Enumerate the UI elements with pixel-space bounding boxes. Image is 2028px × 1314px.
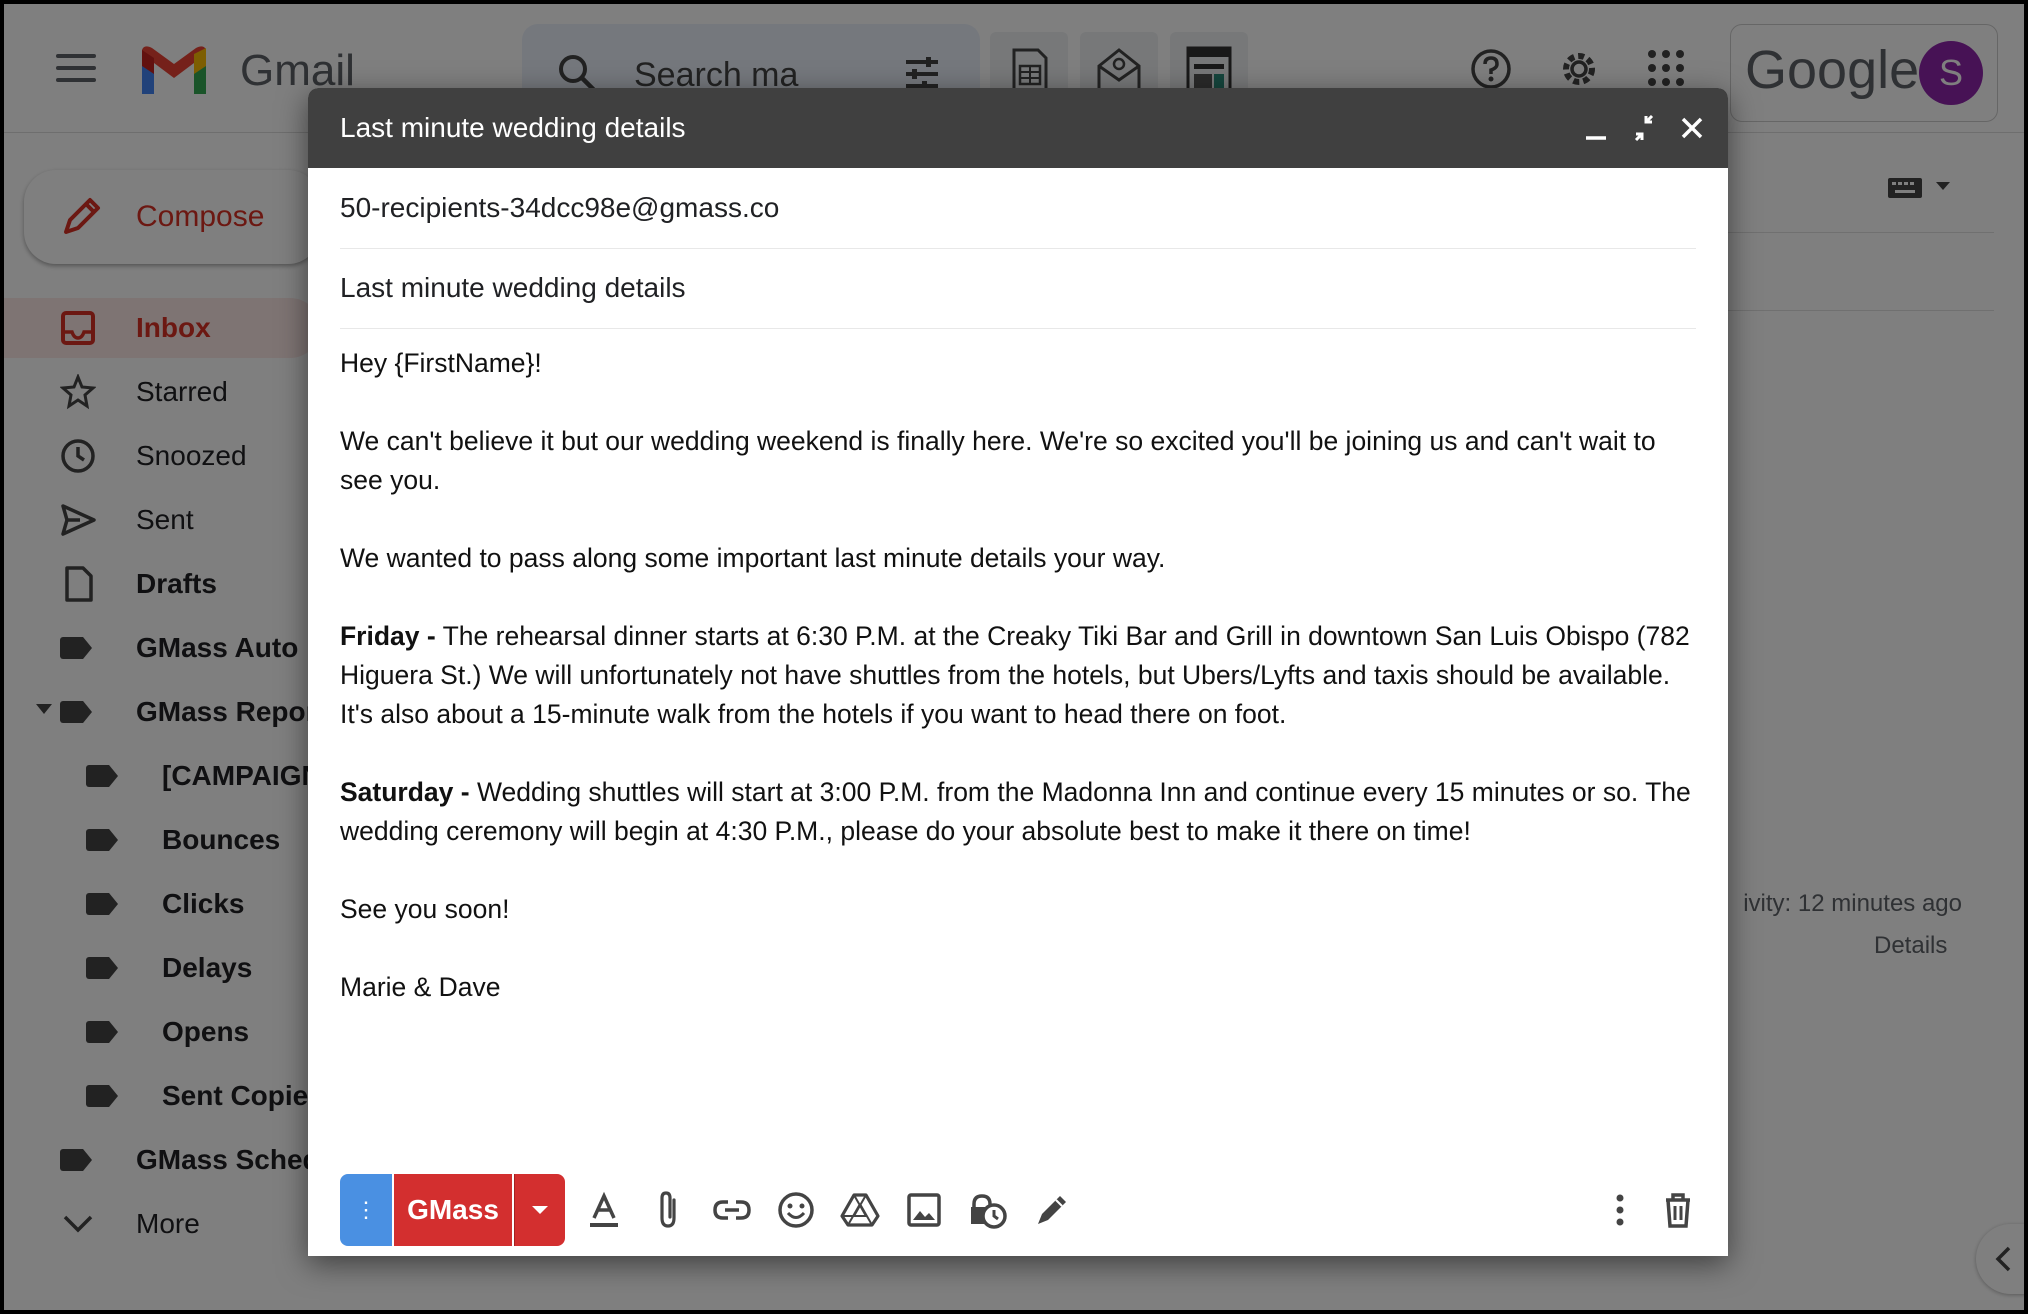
signature-pen-icon[interactable] (1032, 1190, 1072, 1230)
close-icon[interactable] (1674, 110, 1710, 146)
to-field[interactable] (340, 168, 1696, 249)
body-paragraph: We wanted to pass along some important last minute details your way. (340, 543, 1166, 573)
signature-text: Marie & Dave (340, 972, 501, 1002)
friday-text: The rehearsal dinner starts at 6:30 P.M. at the Creaky Tiki Bar and Grill in downtown San Luis Obispo (782 Higuera St.) We will unfortunately not have shuttles from the hotels, but Ubers/Lyfts and taxis should be available. It's also about a 15-minute walk from the hotels if you want to head there on foot. (340, 621, 1690, 729)
discard-draft-trash-icon[interactable] (1658, 1190, 1698, 1230)
compose-toolbar (308, 1156, 1728, 1256)
emoji-icon[interactable] (776, 1190, 816, 1230)
insert-link-icon[interactable] (712, 1190, 752, 1230)
friday-paragraph (340, 617, 1700, 734)
closing-text: See you soon! (340, 894, 510, 924)
saturday-text: Wedding shuttles will start at 3:00 P.M. from the Madonna Inn and continue every 15 minutes or so. The wedding ceremony will begin at 4:30 P.M., please do your absolute best to make it there on time! (340, 777, 1691, 846)
body-paragraph: We can't believe it but our wedding weekend is finally here. We're so excited you'll be joining us and can't wait to see you. (340, 426, 1656, 495)
more-options-icon[interactable] (1600, 1190, 1640, 1230)
greeting-text: Hey {FirstName}! (340, 348, 542, 378)
friday-label: Friday - (340, 621, 436, 651)
compose-window (308, 88, 1728, 1256)
gmass-send-button[interactable]: GMass (394, 1174, 512, 1246)
compose-header[interactable] (308, 88, 1728, 168)
gmass-options-dropdown[interactable] (514, 1174, 565, 1246)
confidential-mode-icon[interactable] (968, 1190, 1008, 1230)
message-body[interactable] (340, 344, 1700, 1046)
attachment-icon[interactable] (648, 1190, 688, 1230)
subject-input[interactable]: Last minute wedding details (340, 272, 686, 303)
saturday-label: Saturday - (340, 777, 470, 807)
exit-fullscreen-icon[interactable] (1626, 110, 1662, 146)
google-drive-icon[interactable] (840, 1190, 880, 1230)
caret-down-icon (532, 1206, 548, 1214)
minimize-icon[interactable] (1578, 110, 1614, 146)
compose-title: Last minute wedding details (340, 112, 686, 143)
gmass-settings-button[interactable]: ⋮ (340, 1174, 392, 1246)
saturday-paragraph (340, 773, 1700, 851)
text-formatting-icon[interactable] (584, 1190, 624, 1230)
subject-field[interactable] (340, 248, 1696, 329)
insert-photo-icon[interactable] (904, 1190, 944, 1230)
to-recipient[interactable]: 50-recipients-34dcc98e@gmass.co (340, 192, 780, 223)
